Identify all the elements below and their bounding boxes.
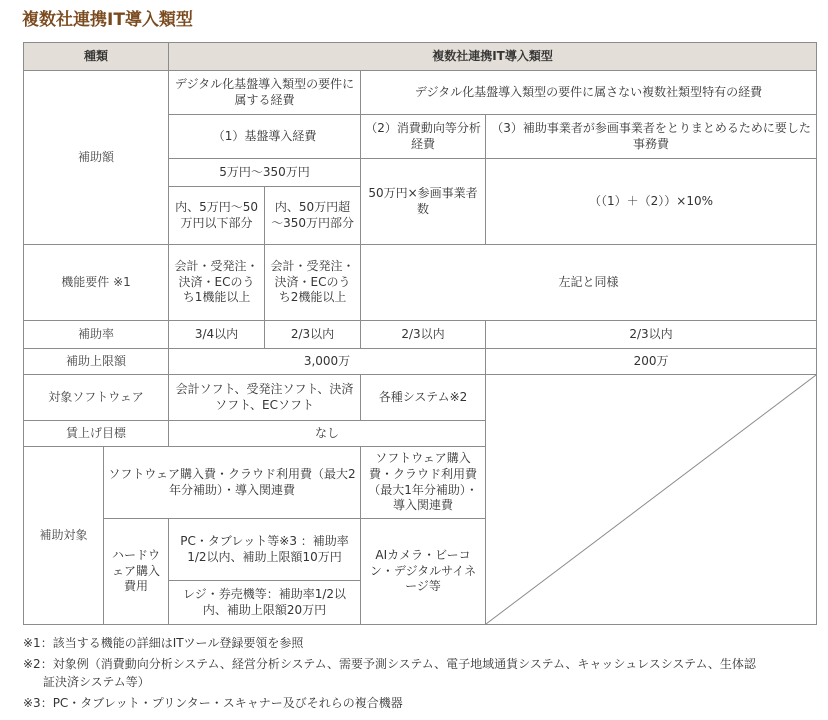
hardware-label: ハードウェア購入費用 bbox=[104, 519, 169, 625]
footnote-1: ※1：該当する機能の詳細はITツール登録要領を参照 bbox=[23, 636, 304, 650]
function-requirement-label: 機能要件 ※1 bbox=[24, 245, 169, 321]
footnote-3: ※3：PC・タブレット・プリンター・スキャナー及びそれらの複合機器 bbox=[23, 695, 403, 710]
footnote-2 bbox=[23, 655, 813, 692]
base-cost-cell: （1）基盤導入経費 bbox=[169, 115, 361, 159]
hw-register-cell: レジ・券売機等：補助率1/2以内、補助上限額20万円 bbox=[169, 581, 361, 625]
subsidy-target-label: 補助対象 bbox=[24, 447, 104, 625]
req-non-dx-cell: デジタル化基盤導入類型の要件に属さない複数社類型特有の経費 bbox=[361, 71, 817, 115]
func-same-cell: 左記と同様 bbox=[361, 245, 817, 321]
target-sw-consumer-cell: ソフトウェア購入費・クラウド利用費（最大1年分補助）・導入関連費 bbox=[361, 447, 486, 519]
admin-amount-cell: （（1）＋（2））×10% bbox=[486, 159, 817, 245]
subsidy-amount-label: 補助額 bbox=[24, 71, 169, 245]
rate-admin-cell: 2/3以内 bbox=[486, 321, 817, 349]
amount-low-cell: 内、5万円～50万円以下部分 bbox=[169, 187, 265, 245]
not-applicable-diagonal-cell bbox=[486, 375, 817, 625]
header-category: 複数社連携IT導入類型 bbox=[169, 43, 817, 71]
limit-dx-cell: 3,000万 bbox=[169, 349, 486, 375]
target-sw-dx-cell: ソフトウェア購入費・クラウド利用費（最大2年分補助）・導入関連費 bbox=[104, 447, 361, 519]
rate-consumer-cell: 2/3以内 bbox=[361, 321, 486, 349]
rate-low-cell: 3/4以内 bbox=[169, 321, 265, 349]
consumer-amount-cell: 50万円×参画事業者数 bbox=[361, 159, 486, 245]
func-high-cell: 会計・受発注・決済・ECのうち2機能以上 bbox=[265, 245, 361, 321]
wage-target-label: 賃上げ目標 bbox=[24, 421, 169, 447]
footnote-2-text: ※2：対象例（消費動向分析システム、経営分析システム、需要予測システム、電子地域通貨システム、キャッシュレスシステム、生体認 bbox=[23, 656, 756, 671]
footnote-2-cont: 証決済システム等） bbox=[43, 675, 150, 690]
header-type: 種類 bbox=[24, 43, 169, 71]
consumer-cost-cell: （2）消費動向等分析経費 bbox=[361, 115, 486, 159]
rate-high-cell: 2/3以内 bbox=[265, 321, 361, 349]
diagonal-line bbox=[486, 375, 816, 624]
wage-value-cell: なし bbox=[169, 421, 486, 447]
subsidy-table bbox=[23, 42, 817, 625]
req-dx-cell: デジタル化基盤導入類型の要件に属する経費 bbox=[169, 71, 361, 115]
footnotes bbox=[23, 634, 813, 714]
software-label: 対象ソフトウェア bbox=[24, 375, 169, 421]
hw-pc-cell: PC・タブレット等※3 ：補助率1/2以内、補助上限額10万円 bbox=[169, 519, 361, 581]
subsidy-rate-label: 補助率 bbox=[24, 321, 169, 349]
software-dx-cell: 会計ソフト、受発注ソフト、決済ソフト、ECソフト bbox=[169, 375, 361, 421]
page-title: 複数社連携IT導入類型 bbox=[22, 10, 193, 30]
amount-range-cell: 5万円～350万円 bbox=[169, 159, 361, 187]
hw-ai-cell: AIカメラ・ビーコン・デジタルサイネージ等 bbox=[361, 519, 486, 625]
amount-high-cell: 内、50万円超～350万円部分 bbox=[265, 187, 361, 245]
limit-label: 補助上限額 bbox=[24, 349, 169, 375]
limit-admin-cell: 200万 bbox=[486, 349, 817, 375]
admin-cost-cell: （3）補助事業者が参画事業者をとりまとめるために要した事務費 bbox=[486, 115, 817, 159]
software-consumer-cell: 各種システム※2 bbox=[361, 375, 486, 421]
func-low-cell: 会計・受発注・決済・ECのうち1機能以上 bbox=[169, 245, 265, 321]
